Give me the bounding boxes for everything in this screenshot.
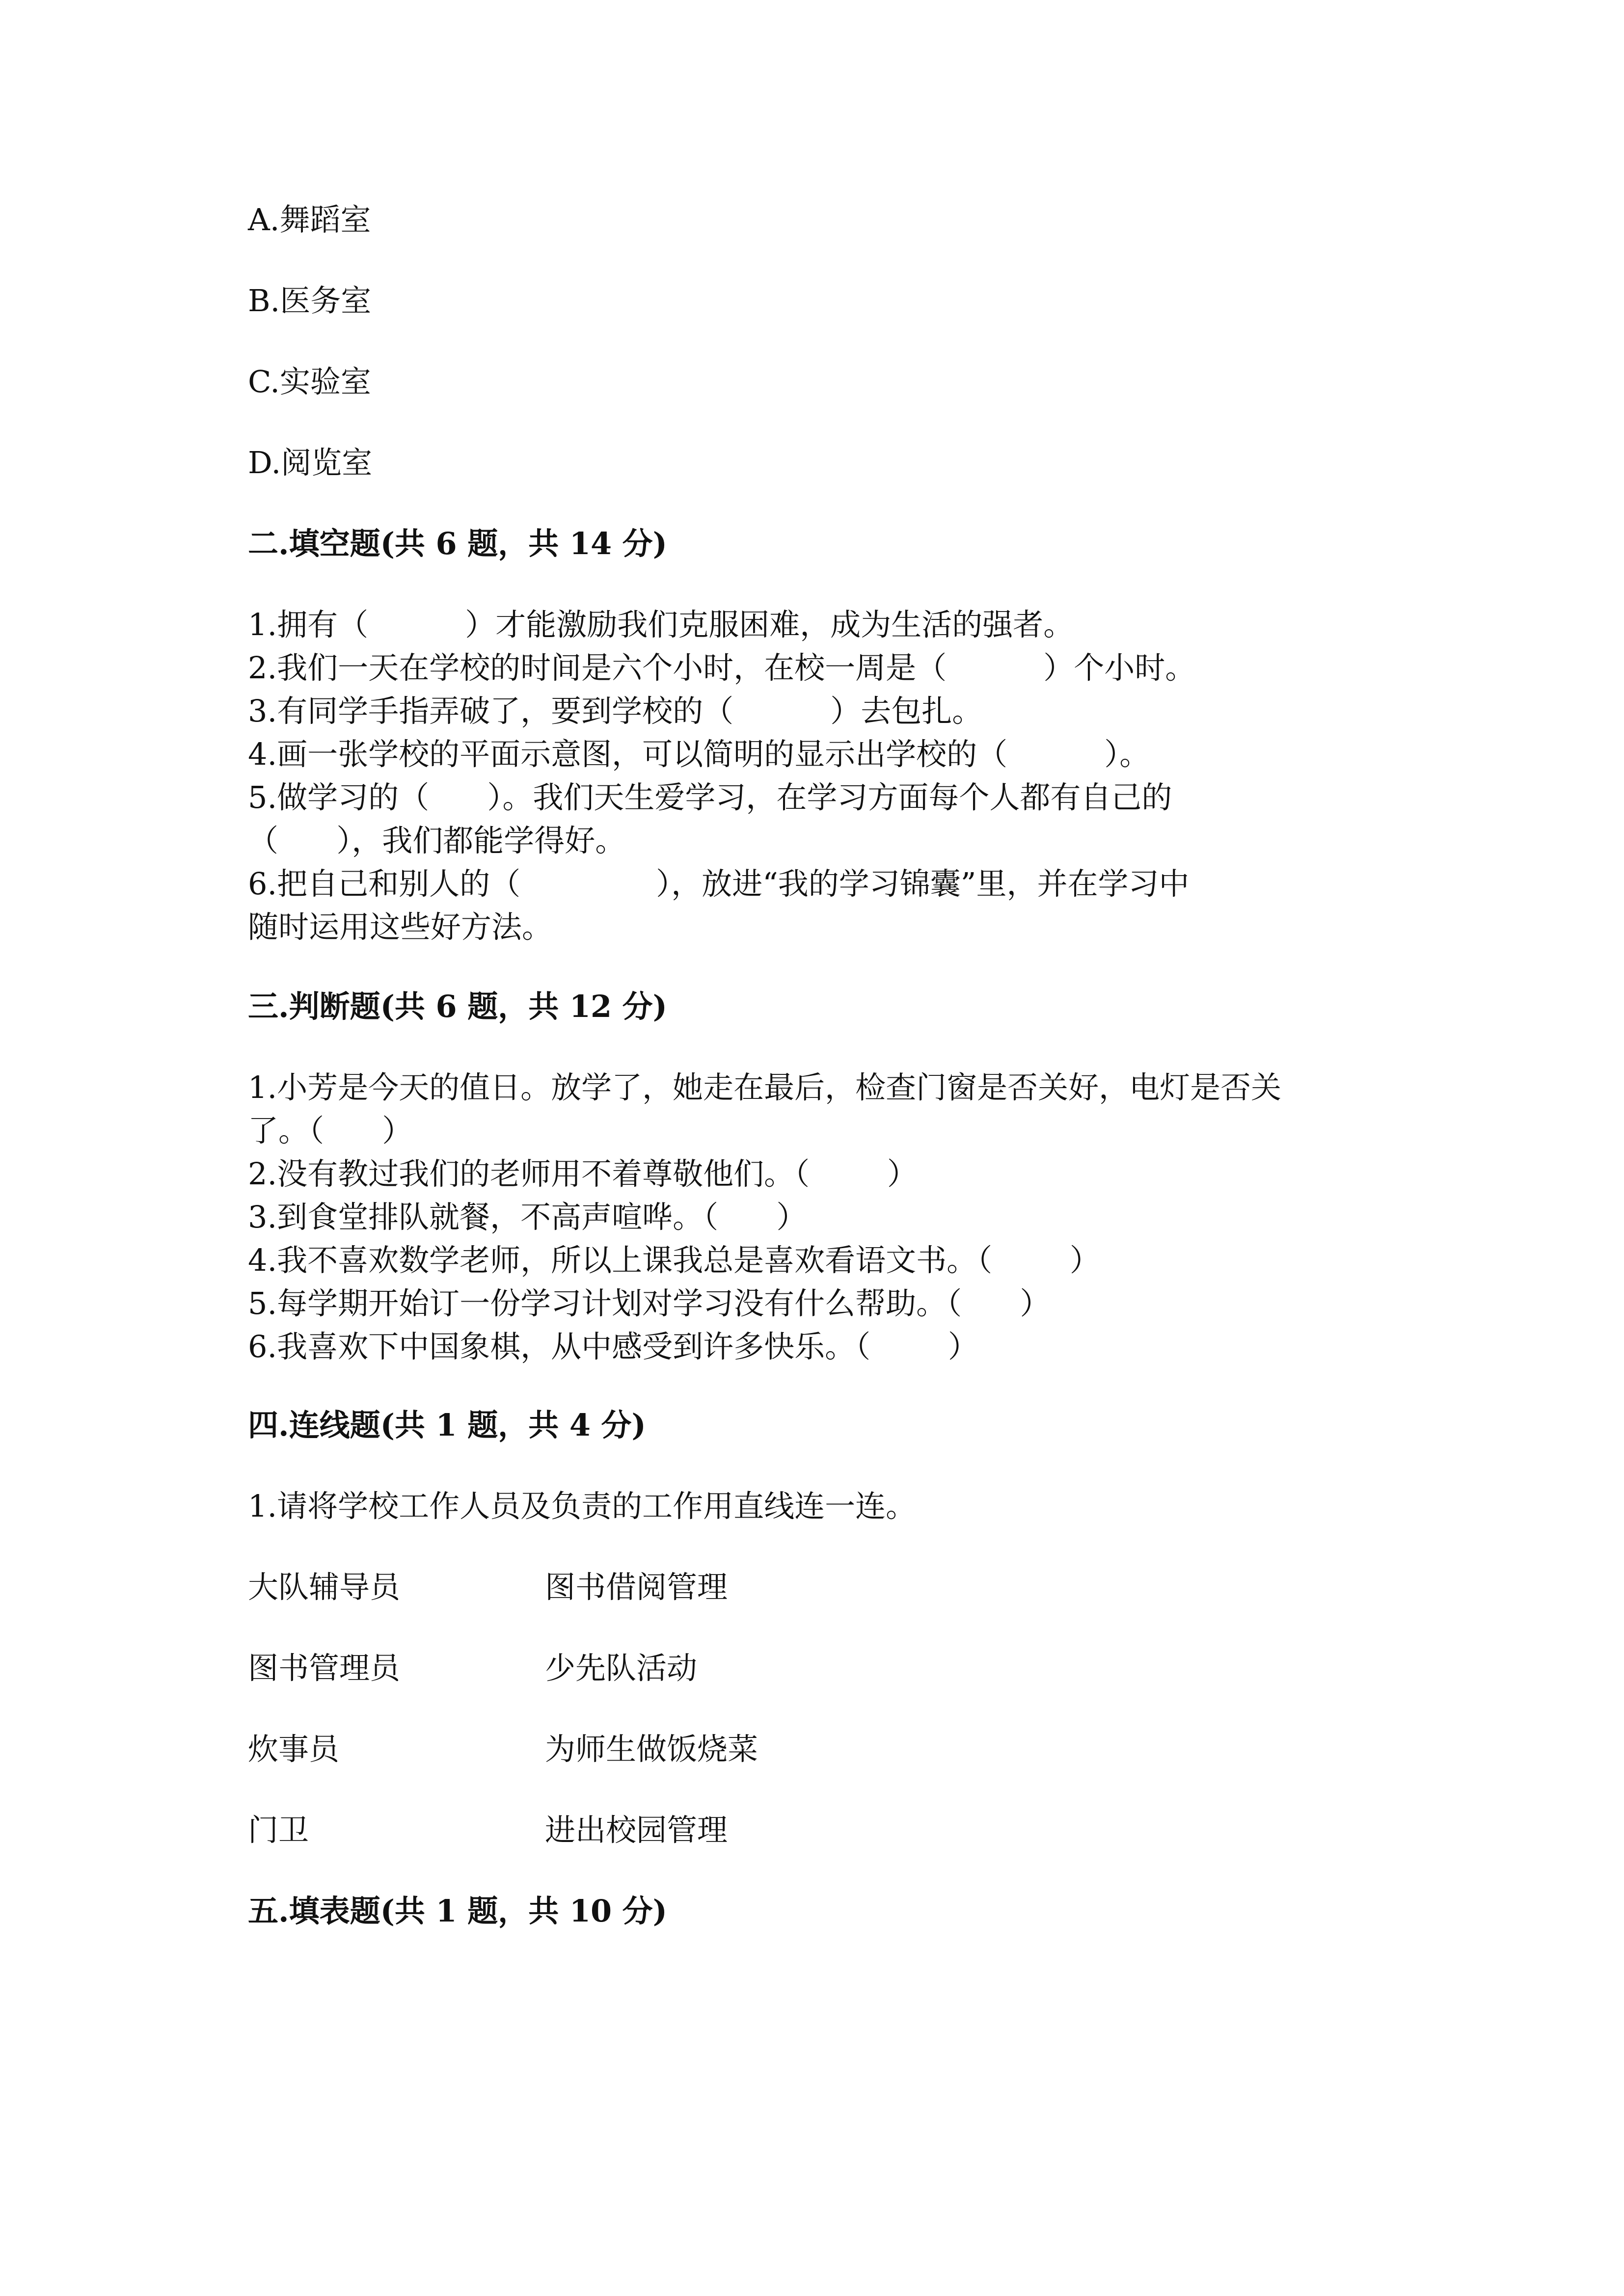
option-a: A.舞蹈室 xyxy=(248,202,371,238)
true-false-line: 6.我喜欢下中国象棋，从中感受到许多快乐。（ ） xyxy=(248,1329,978,1364)
section-heading-true-false: 三.判断题(共 6 题，共 12 分) xyxy=(248,988,668,1024)
matching-question: 1.请将学校工作人员及负责的工作用直线连一连。 xyxy=(248,1488,917,1524)
true-false-line: 4.我不喜欢数学老师，所以上课我总是喜欢看语文书。（ ） xyxy=(248,1242,1100,1278)
true-false-line: 了。（ ） xyxy=(248,1113,413,1148)
true-false-line: 5.每学期开始订一份学习计划对学习没有什么帮助。（ ） xyxy=(248,1285,1051,1321)
true-false-line: 3.到食堂排队就餐，不高声喧哗。（ ） xyxy=(248,1199,807,1235)
true-false-line: 1.小芳是今天的值日。放学了，她走在最后，检查门窗是否关好，电灯是否关 xyxy=(248,1069,1282,1105)
option-d: D.阅览室 xyxy=(248,445,373,481)
option-c: C.实验室 xyxy=(248,364,371,400)
true-false-line: 2.没有教过我们的老师用不着尊敬他们。（ ） xyxy=(248,1156,918,1192)
fill-blank-line: 2.我们一天在学校的时间是六个小时，在校一周是（ ）个小时。 xyxy=(248,650,1196,686)
matching-left-item: 炊事员 xyxy=(248,1731,340,1767)
fill-blank-line: 3.有同学手指弄破了，要到学校的（ ）去包扎。 xyxy=(248,693,983,729)
section-heading-fill-table: 五.填表题(共 1 题，共 10 分) xyxy=(248,1893,668,1929)
fill-blank-line: （ ），我们都能学得好。 xyxy=(248,823,626,858)
option-b: B.医务室 xyxy=(248,283,372,319)
matching-right-item: 少先队活动 xyxy=(545,1650,698,1686)
matching-left-item: 大队辅导员 xyxy=(248,1569,401,1605)
matching-left-item: 图书管理员 xyxy=(248,1650,401,1686)
section-heading-fill-blank: 二.填空题(共 6 题，共 14 分) xyxy=(248,526,668,561)
matching-right-item: 图书借阅管理 xyxy=(545,1569,728,1605)
fill-blank-line: 4.画一张学校的平面示意图，可以简明的显示出学校的（ ）。 xyxy=(248,736,1150,772)
fill-blank-line: 5.做学习的（ ）。我们天生爱学习，在学习方面每个人都有自己的 xyxy=(248,779,1172,815)
fill-blank-line: 1.拥有（ ）才能激励我们克服困难，成为生活的强者。 xyxy=(248,607,1074,642)
matching-right-item: 为师生做饭烧菜 xyxy=(545,1731,758,1767)
matching-left-item: 门卫 xyxy=(248,1812,309,1848)
matching-right-item: 进出校园管理 xyxy=(545,1812,728,1848)
fill-blank-line: 6.把自己和别人的（ ），放进“我的学习锦囊”里，并在学习中 xyxy=(248,866,1190,902)
section-heading-matching: 四.连线题(共 1 题，共 4 分) xyxy=(248,1407,646,1443)
fill-blank-line: 随时运用这些好方法。 xyxy=(248,909,553,945)
